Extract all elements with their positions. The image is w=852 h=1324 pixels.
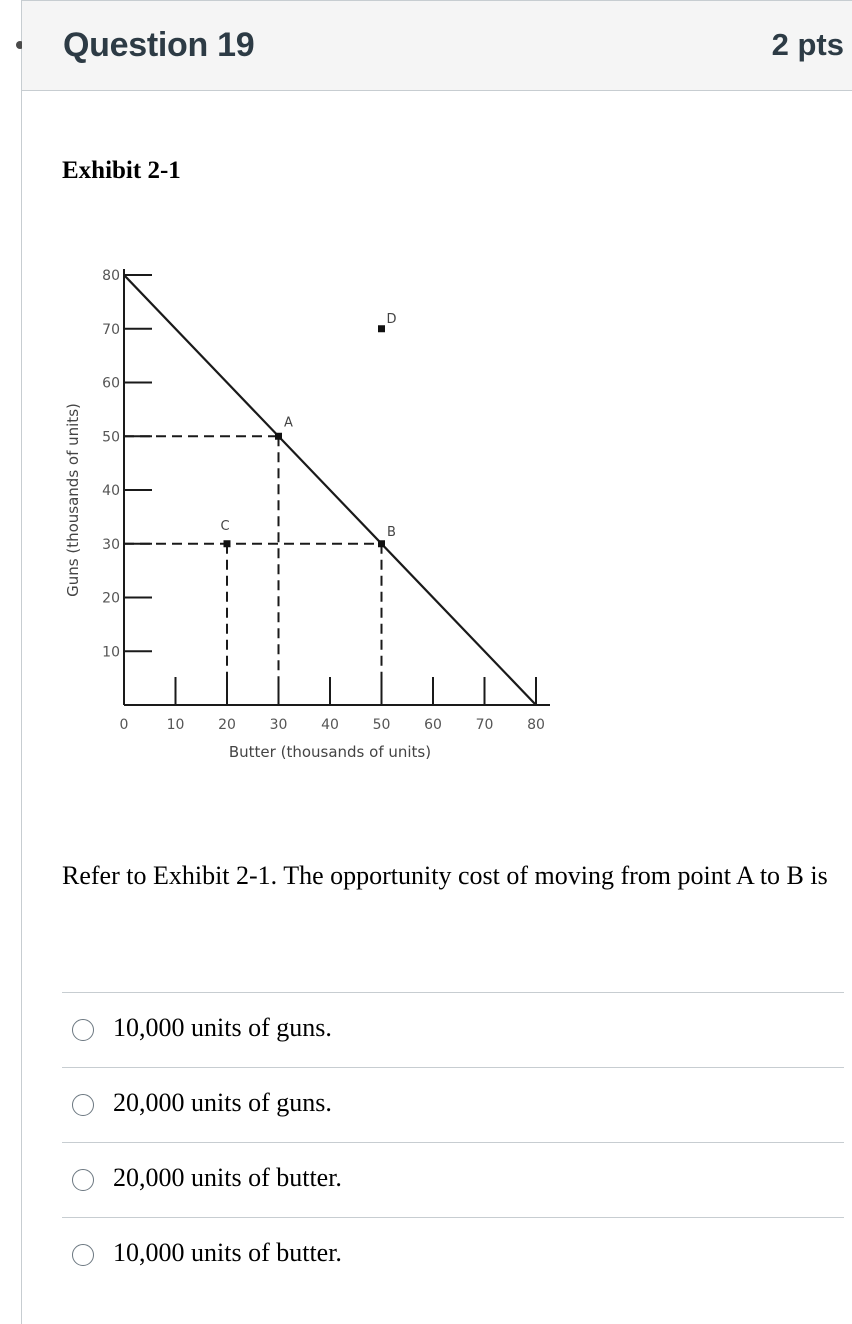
exhibit-title: Exhibit 2-1 — [62, 157, 181, 184]
ppf-chart — [50, 245, 570, 780]
y-axis-label: Guns (thousands of units) — [64, 403, 82, 597]
answer-option-4[interactable] — [62, 1218, 844, 1293]
x-tick-label: 70 — [475, 717, 494, 733]
answer-label: 10,000 units of guns. — [113, 1013, 332, 1042]
answer-option-2[interactable] — [62, 1068, 844, 1143]
point-b-label: B — [387, 524, 396, 540]
point-c-marker — [224, 540, 231, 547]
radio-button[interactable] — [72, 1094, 94, 1116]
x-tick-label: 20 — [218, 717, 236, 733]
y-tick-label: 40 — [102, 483, 120, 499]
point-d-marker — [378, 325, 385, 332]
answer-label: 20,000 units of guns. — [113, 1088, 332, 1117]
x-tick-label: 10 — [166, 717, 185, 733]
y-tick-label: 20 — [102, 590, 120, 607]
y-tick-label: 30 — [102, 536, 120, 553]
x-axis-label: Butter (thousands of units) — [228, 743, 432, 761]
y-tick-label: 80 — [102, 268, 120, 284]
question-points: 2 pts — [771, 27, 844, 62]
x-tick-label: 0 — [119, 717, 129, 733]
x-tick-label: 50 — [372, 717, 391, 733]
answer-list — [62, 992, 844, 1293]
ppf-chart-svg — [50, 245, 570, 780]
y-tick-label: 70 — [102, 321, 120, 338]
y-tick-label: 50 — [102, 429, 120, 446]
point-a-label: A — [284, 415, 293, 431]
point-a-marker — [275, 433, 282, 440]
x-tick-label: 40 — [321, 717, 339, 733]
x-tick-label: 60 — [424, 717, 442, 733]
x-tick-label: 80 — [527, 717, 545, 733]
y-tick-label: 10 — [102, 644, 120, 661]
point-b-marker — [378, 540, 385, 547]
radio-button[interactable] — [72, 1019, 94, 1041]
question-text: Refer to Exhibit 2-1. The opportunity cost of moving from point A to B is — [62, 861, 828, 890]
radio-button[interactable] — [72, 1169, 94, 1191]
x-tick-label: 30 — [269, 717, 288, 733]
point-c-label: C — [220, 518, 230, 534]
radio-button[interactable] — [72, 1244, 94, 1266]
y-tick-label: 60 — [102, 375, 120, 392]
answer-option-1[interactable] — [62, 993, 844, 1068]
question-header — [22, 1, 852, 91]
answer-label: 20,000 units of butter. — [113, 1163, 342, 1192]
question-title: Question 19 — [63, 26, 255, 64]
ppf-line — [124, 275, 536, 705]
answer-label: 10,000 units of butter. — [113, 1238, 342, 1267]
answer-option-3[interactable] — [62, 1143, 844, 1218]
point-d-label: D — [386, 311, 397, 327]
